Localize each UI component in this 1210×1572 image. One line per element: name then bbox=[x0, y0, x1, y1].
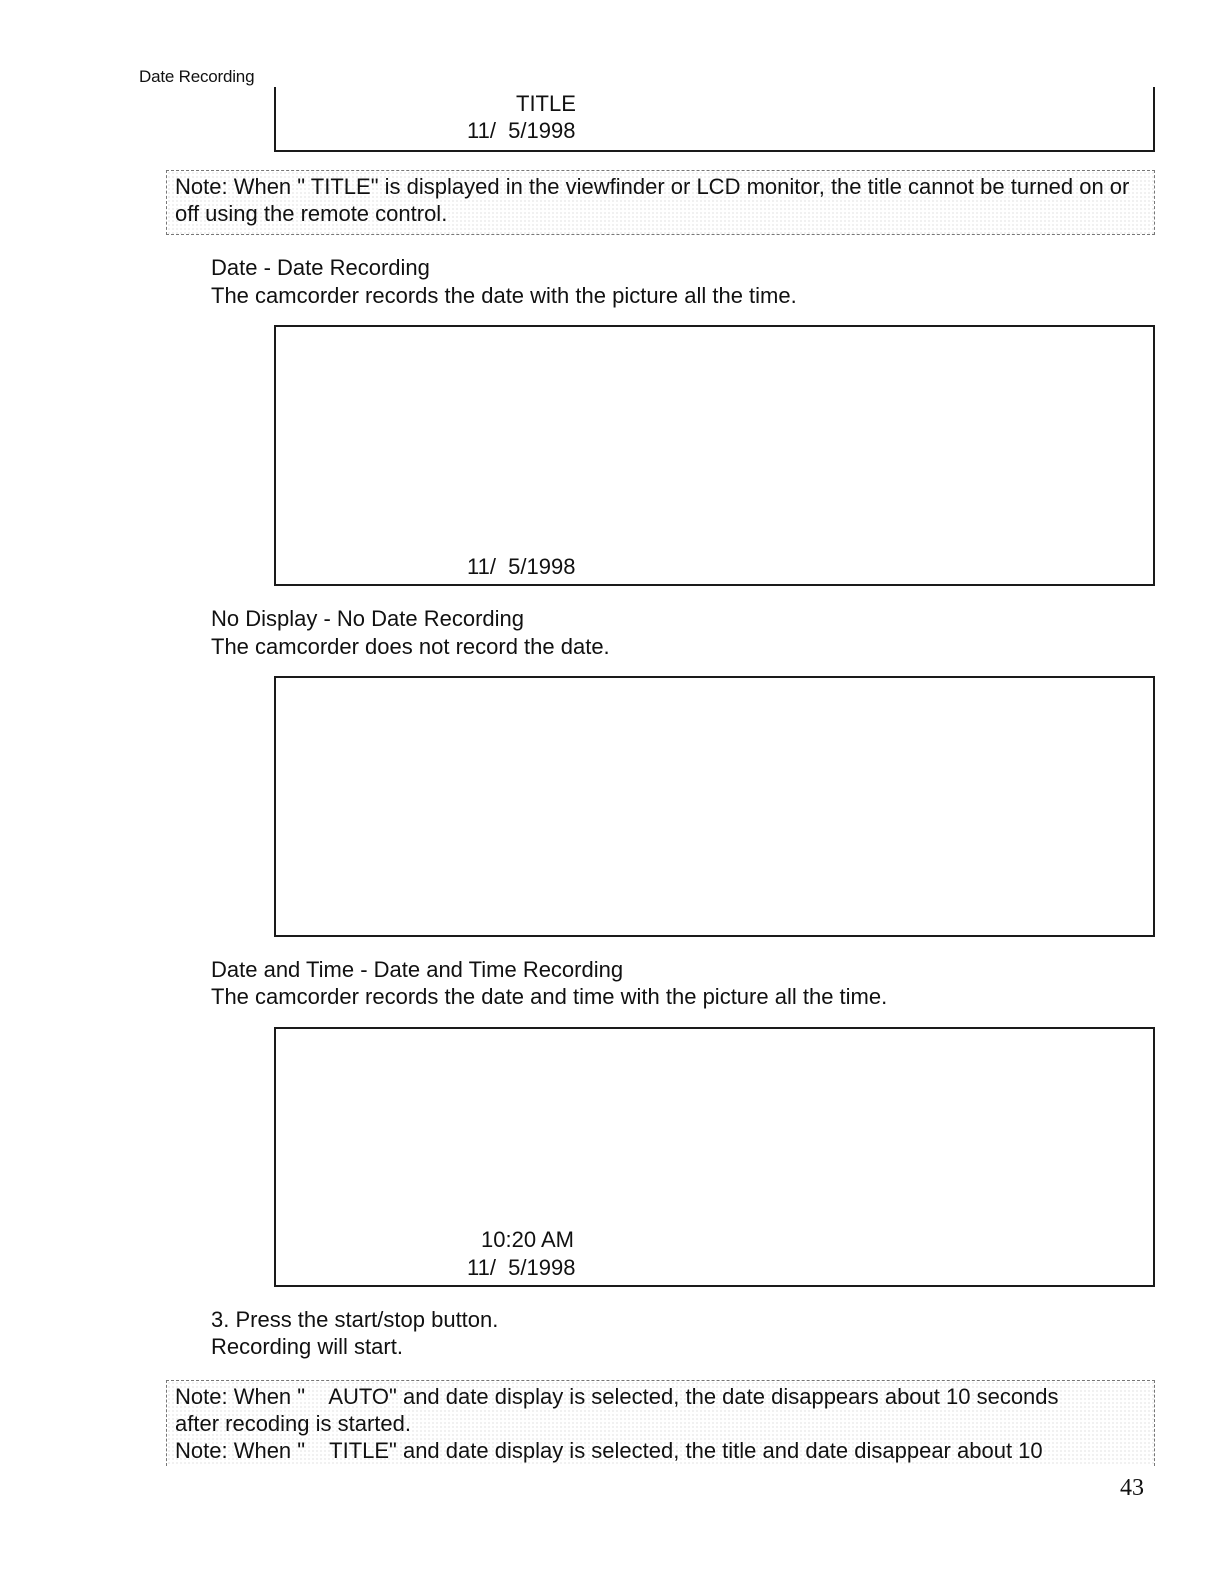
page-number: 43 bbox=[1120, 1475, 1144, 1501]
section-none-desc: The camcorder does not record the date. bbox=[211, 634, 610, 659]
screen-date-date: 11/ 5/1998 bbox=[467, 554, 576, 579]
screen-datetime-date: 11/ 5/1998 bbox=[467, 1255, 576, 1280]
screen-datetime-time: 10:20 AM bbox=[481, 1227, 574, 1252]
step-3-text: 3. Press the start/stop button. bbox=[211, 1307, 499, 1332]
screen-title-text: TITLE bbox=[516, 91, 576, 116]
note-auto-title bbox=[166, 1380, 1155, 1466]
note-auto-line-cont: after recoding is started. bbox=[175, 1411, 412, 1436]
section-datetime-heading: Date and Time - Date and Time Recording bbox=[211, 957, 624, 982]
screen-title-date: 11/ 5/1998 bbox=[467, 118, 576, 143]
running-header: Date Recording bbox=[139, 67, 255, 86]
section-date-heading: Date - Date Recording bbox=[211, 255, 430, 280]
note-title-line: Note: When " TITLE" and date display is selected, the title and date disappear about 10 bbox=[175, 1438, 1043, 1463]
step-3-result: Recording will start. bbox=[211, 1334, 403, 1359]
screen-date-preview bbox=[274, 325, 1155, 586]
note-auto-line: Note: When " AUTO" and date display is selected, the date disappears about 10 seconds bbox=[175, 1384, 1059, 1409]
screen-none-preview bbox=[274, 676, 1155, 937]
section-date-desc: The camcorder records the date with the picture all the time. bbox=[211, 283, 797, 308]
screen-title-preview bbox=[274, 87, 1155, 152]
note-title-remote: Note: When " TITLE" is displayed in the viewfinder or LCD monitor, the title cannot be turned on or off using the remote control. bbox=[166, 170, 1155, 235]
screen-datetime-preview bbox=[274, 1027, 1155, 1287]
section-datetime-desc: The camcorder records the date and time with the picture all the time. bbox=[211, 984, 888, 1009]
section-none-heading: No Display - No Date Recording bbox=[211, 606, 525, 631]
